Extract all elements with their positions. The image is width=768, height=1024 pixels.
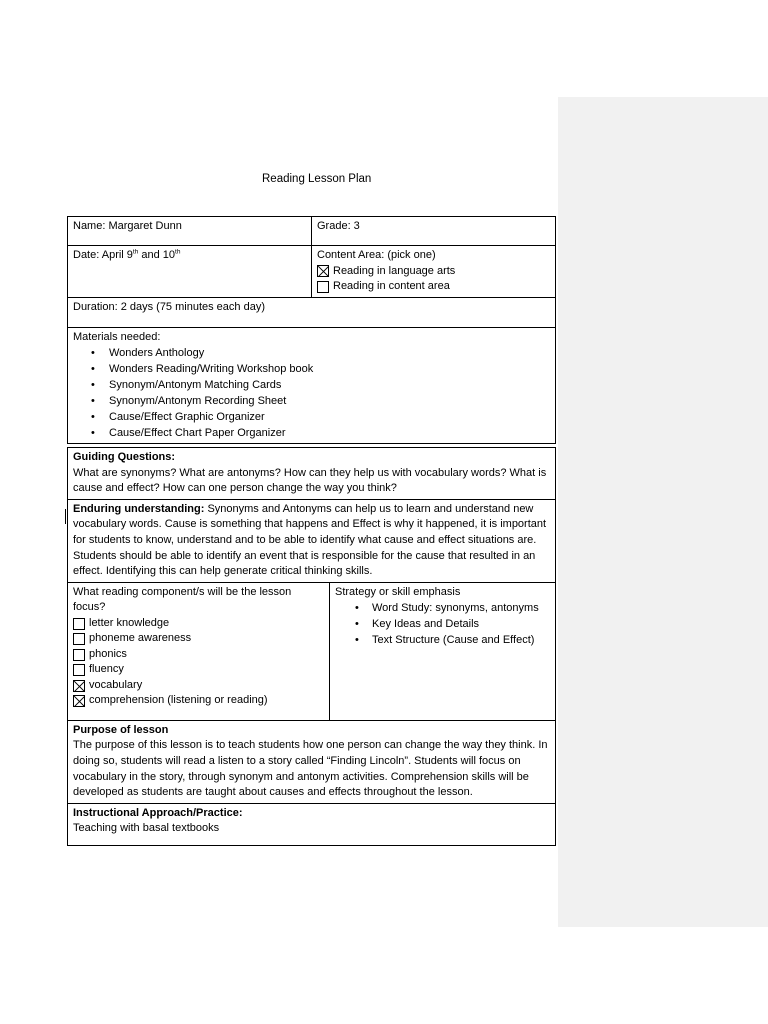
empty-checkbox-icon[interactable] — [73, 649, 85, 661]
date-cell — [68, 246, 312, 298]
list-item: • Wonders Reading/Writing Workshop book — [109, 361, 550, 377]
grade-value: Grade: 3 — [317, 220, 360, 232]
components-label: What reading component/s will be the lesson focus? — [73, 585, 292, 614]
purpose-cell — [68, 720, 556, 803]
document-title: Reading Lesson Plan — [262, 173, 372, 185]
duration-cell — [68, 297, 556, 327]
component-phoneme-awareness[interactable]: phoneme awareness — [73, 631, 324, 647]
approach-text: Teaching with basal textbooks — [73, 822, 220, 835]
list-item: • Word Study: synonyms, antonyms — [372, 600, 550, 616]
lesson-detail-table — [67, 447, 556, 846]
strategy-cell — [330, 582, 556, 720]
list-item: • Cause/Effect Chart Paper Organizer — [109, 425, 550, 441]
list-item: • Text Structure (Cause and Effect) — [372, 632, 550, 648]
strategy-label: Strategy or skill emphasis — [335, 585, 461, 598]
enduring-understanding-cell — [68, 499, 556, 582]
list-item: • Wonders Anthology — [109, 345, 550, 361]
guiding-questions-label: Guiding Questions: — [73, 451, 176, 463]
content-option-language-arts[interactable]: Reading in language arts — [317, 264, 550, 280]
content-area-label: Content Area: (pick one) — [317, 249, 436, 261]
purpose-label: Purpose of lesson — [73, 723, 169, 736]
empty-checkbox-icon[interactable] — [73, 633, 85, 645]
lesson-header-table — [67, 216, 556, 444]
date-value: Date: April 9th and 10th — [73, 248, 181, 261]
guiding-questions-cell — [68, 448, 556, 500]
enduring-understanding-text: Enduring understanding: Synonyms and Antonyms can help us to learn and understand new vocabulary words. Cause is something that happens and Effect is why it happened, it is important for students to know, understand and to be able to identify what cause and effect situations are. Students should be able to identify an event that is responsible for the cause that resulted in an effect. Identifying this can help generate critical thinking skills. — [73, 502, 547, 578]
component-letter-knowledge[interactable]: letter knowledge — [73, 616, 324, 632]
materials-cell — [68, 327, 556, 444]
component-comprehension[interactable]: comprehension (listening or reading) — [73, 693, 324, 709]
component-fluency[interactable]: fluency — [73, 662, 324, 678]
teacher-name: Name: Margaret Dunn — [73, 220, 182, 232]
guiding-questions-text: What are synonyms? What are antonyms? How can they help us with vocabulary words? What is cause and effect? How can one person change the way you think? — [73, 466, 547, 495]
text-cursor — [65, 509, 66, 524]
empty-checkbox-icon[interactable] — [73, 664, 85, 676]
list-item: • Cause/Effect Graphic Organizer — [109, 409, 550, 425]
list-item: • Key Ideas and Details — [372, 616, 550, 632]
checked-checkbox-icon[interactable] — [317, 265, 329, 277]
approach-label: Instructional Approach/Practice: — [73, 806, 243, 819]
component-phonics[interactable]: phonics — [73, 647, 324, 663]
checked-checkbox-icon[interactable] — [73, 695, 85, 707]
components-cell — [68, 582, 330, 720]
purpose-text: The purpose of this lesson is to teach students how one person can change the way they think. In doing so, students will read a listen to a story called “Finding Lincoln”. Students will focus on vocabulary in the story, through synonym and antonym activities. Comprehension skills will be developed as students are taught about causes and effects throughout the lesson. — [73, 739, 548, 799]
empty-checkbox-icon[interactable] — [317, 281, 329, 293]
content-area-cell — [312, 246, 556, 298]
materials-label: Materials needed: — [73, 330, 161, 343]
approach-cell — [68, 803, 556, 845]
materials-list — [73, 345, 550, 441]
empty-checkbox-icon[interactable] — [73, 618, 85, 630]
duration-value: Duration: 2 days (75 minutes each day) — [73, 300, 265, 313]
name-cell — [68, 217, 312, 246]
content-option-content-area[interactable]: Reading in content area — [317, 279, 550, 295]
list-item: • Synonym/Antonym Matching Cards — [109, 377, 550, 393]
list-item: • Synonym/Antonym Recording Sheet — [109, 393, 550, 409]
component-vocabulary[interactable]: vocabulary — [73, 678, 324, 694]
strategy-list — [335, 600, 550, 648]
checked-checkbox-icon[interactable] — [73, 680, 85, 692]
grade-cell — [312, 217, 556, 246]
comment-pane — [558, 97, 768, 927]
